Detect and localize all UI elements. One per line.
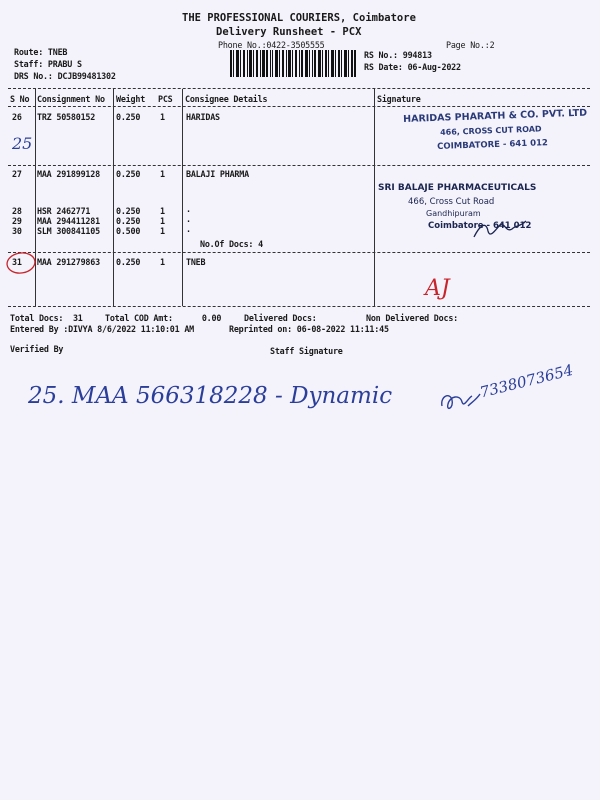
row-weight: 0.250: [116, 216, 141, 226]
row-weight: 0.500: [116, 226, 141, 236]
haridas-stamp-line2: 466, CROSS CUT ROAD: [440, 124, 542, 137]
col-header-consignee: Consignee Details: [185, 94, 268, 104]
table-top-rule: [8, 88, 590, 89]
row-consignment: HSR 2462771: [37, 206, 91, 216]
row-sno: 28: [12, 206, 22, 216]
row-pcs: 1: [160, 112, 165, 122]
handwritten-phone: 7338073654: [478, 360, 575, 402]
col-header-signature: Signature: [377, 94, 421, 104]
col-header-weight: Weight: [116, 94, 146, 104]
entered-by: Entered By :DIVYA 8/6/2022 11:10:01 AM: [10, 324, 195, 334]
row-weight: 0.250: [116, 112, 141, 122]
row-weight: 0.250: [116, 169, 141, 179]
balaji-stamp-line4: Coimbatore - 641 012: [428, 221, 532, 231]
delivered-docs: Delivered Docs:: [244, 313, 317, 323]
row-consignee: .: [186, 224, 191, 234]
page-number: Page No.:2: [446, 40, 495, 50]
sheet-title: Delivery Runsheet - PCX: [216, 26, 362, 38]
rs-number: RS No.: 994813: [364, 50, 432, 60]
signature-scribble: [438, 388, 484, 418]
row-pcs: 1: [160, 206, 165, 216]
barcode: [230, 50, 356, 77]
route: Route: TNEB: [14, 47, 68, 57]
handwritten-row31-mark: AJ: [425, 276, 450, 301]
row-consignment: MAA 291279863: [37, 257, 100, 267]
row-consignee: .: [186, 204, 191, 214]
total-docs: Total Docs: 31: [10, 313, 83, 323]
total-cod: Total COD Amt: 0.00: [105, 313, 222, 323]
row-sno: 26: [12, 112, 22, 122]
row-consignee: TNEB: [186, 257, 206, 267]
row-consignee: .: [186, 214, 191, 224]
row31-top-rule: [8, 252, 590, 253]
company-name: THE PROFESSIONAL COURIERS, Coimbatore: [182, 12, 416, 24]
red-circle-mark: [4, 250, 38, 276]
row-pcs: 1: [160, 257, 165, 267]
row-pcs: 1: [160, 226, 165, 236]
row-weight: 0.250: [116, 206, 141, 216]
haridas-stamp-line3: COIMBATORE - 641 012: [437, 138, 549, 152]
table-bottom-rule: [8, 306, 590, 307]
row-sno: 29: [12, 216, 22, 226]
col-header-pcs: PCS: [158, 94, 173, 104]
handwritten-note: 25. MAA 566318228 - Dynamic: [28, 383, 393, 409]
verified-by: Verified By: [10, 344, 64, 354]
balaji-signature: [470, 215, 530, 245]
balaji-stamp-line1: SRI BALAJE PHARMACEUTICALS: [378, 183, 537, 193]
phone-number: Phone No.:0422-3505555: [218, 40, 325, 50]
haridas-stamp-line1: HARIDAS PHARATH & CO. PVT. LTD: [403, 107, 588, 125]
row-pcs: 1: [160, 216, 165, 226]
col-header-sno: S No: [10, 94, 30, 104]
reprinted-on: Reprinted on: 06-08-2022 11:11:45: [229, 324, 389, 334]
row-sno: 27: [12, 169, 22, 179]
row-consignment: TRZ 50580152: [37, 112, 96, 122]
col-divider-3: [182, 89, 183, 306]
row-pcs: 1: [160, 169, 165, 179]
non-delivered-docs: Non Delivered Docs:: [366, 313, 459, 323]
header-bottom-rule: [8, 106, 590, 107]
group-doc-count: No.Of Docs: 4: [200, 239, 263, 249]
balaji-stamp-line3: Gandhipuram: [426, 209, 481, 218]
rs-date: RS Date: 06-Aug-2022: [364, 62, 461, 72]
row-consignee: BALAJI PHARMA: [186, 169, 249, 179]
drs-number: DRS No.: DCJB99481302: [14, 71, 116, 81]
row-consignment: MAA 291899128: [37, 169, 100, 179]
handwritten-row26-mark: 25: [12, 134, 33, 153]
staff: Staff: PRABU S: [14, 59, 82, 69]
row27-top-rule: [8, 165, 590, 166]
row-consignment: MAA 294411281: [37, 216, 100, 226]
balaji-stamp-line2: 466, Cross Cut Road: [408, 197, 495, 207]
row-sno: 30: [12, 226, 22, 236]
row-consignment: SLM 300841105: [37, 226, 100, 236]
row-sno: 31: [12, 257, 22, 267]
row-consignee: HARIDAS: [186, 112, 220, 122]
staff-signature: Staff Signature: [270, 346, 343, 356]
col-header-consignment: Consignment No: [37, 94, 105, 104]
col-divider-4: [374, 89, 375, 306]
col-divider-2: [113, 89, 114, 306]
row-weight: 0.250: [116, 257, 141, 267]
